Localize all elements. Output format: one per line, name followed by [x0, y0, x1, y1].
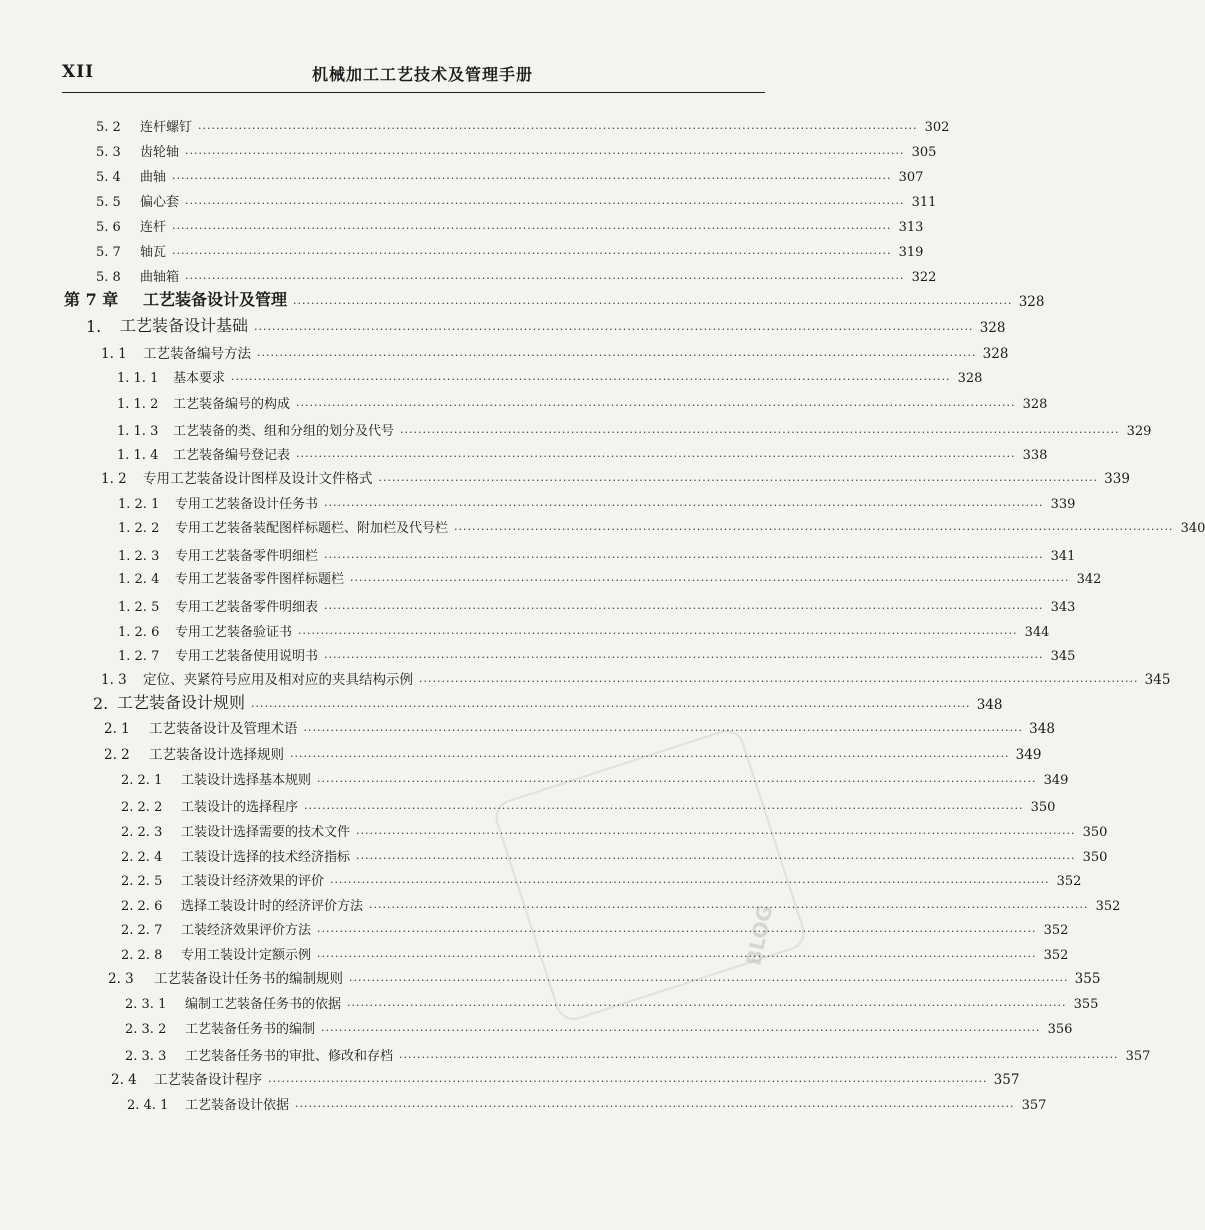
toc-entry	[127, 1091, 1047, 1113]
toc-entry-page: 352	[1095, 899, 1121, 914]
toc-entry	[101, 340, 1009, 362]
toc-leader-dots: ································································································································································	[293, 297, 1013, 310]
toc-entry-page: 357	[1125, 1049, 1151, 1064]
toc-entry	[96, 188, 937, 210]
toc-entry-page: 349	[1043, 773, 1069, 788]
toc-entry-number: 1. 1. 2	[117, 397, 159, 412]
toc-leader-dots: ································································································································································	[198, 122, 918, 135]
toc-entry-title: 工装设计经济效果的评价	[181, 874, 325, 889]
toc-leader-dots: ································································································································································	[296, 450, 1016, 463]
toc-leader-dots: ································································································································································	[254, 323, 974, 336]
toc-entry-title: 工艺装备设计选择规则	[149, 747, 284, 763]
toc-entry-page: 329	[1126, 424, 1152, 439]
toc-entry-number: 2. 3. 1	[125, 997, 167, 1012]
toc-entry-title: 专用工艺装备零件图样标题栏	[175, 572, 345, 587]
toc-leader-dots: ································································································································································	[317, 775, 1037, 788]
toc-leader-dots: ································································································································································	[304, 802, 1024, 815]
toc-entry	[108, 965, 1101, 987]
toc-entry	[96, 263, 937, 285]
toc-entry-number: 2. 4. 1	[127, 1098, 169, 1113]
toc-entry-page: 352	[1043, 948, 1069, 963]
toc-entry-page: 357	[993, 1072, 1020, 1088]
toc-entry-number: 1. 1. 3	[117, 424, 159, 439]
toc-entry-title: 编制工艺装备任务书的依据	[185, 997, 342, 1012]
toc-entry	[121, 916, 1069, 938]
toc-entry-number: 1. 2. 7	[118, 649, 160, 664]
toc-entry-title: 工装设计选择需要的技术文件	[181, 825, 351, 840]
toc-entry-page: 313	[898, 220, 924, 235]
toc-leader-dots: ································································································································································	[356, 852, 1076, 865]
toc-entry-number: 2.	[93, 694, 109, 713]
toc-leader-dots: ································································································································································	[324, 499, 1044, 512]
toc-entry	[96, 213, 924, 235]
toc-entry-page: 350	[1082, 850, 1108, 865]
toc-leader-dots: ································································································································································	[369, 901, 1089, 914]
toc-entry-title: 曲轴	[140, 170, 167, 185]
toc-entry	[117, 441, 1048, 463]
toc-entry-number: 5. 7	[96, 245, 121, 260]
toc-entry-page: 345	[1050, 649, 1076, 664]
toc-entry-number: 2. 4	[111, 1072, 137, 1088]
toc-entry-page: 328	[982, 346, 1009, 362]
toc-leader-dots: ································································································································································	[185, 197, 905, 210]
toc-entry-title: 工艺装备设计规则	[117, 693, 246, 712]
toc-entry	[104, 741, 1042, 763]
toc-entry	[117, 364, 983, 386]
toc-entry-title: 工艺装备设计程序	[154, 1072, 262, 1088]
toc-entry-page: 339	[1050, 497, 1076, 512]
toc-leader-dots: ································································································································································	[257, 349, 977, 362]
toc-leader-dots: ································································································································································	[172, 247, 892, 260]
toc-entry-page: 328	[957, 371, 983, 386]
toc-entry-page: 352	[1056, 874, 1082, 889]
toc-entry	[96, 238, 924, 260]
toc-entry-page: 348	[976, 697, 1003, 713]
toc-entry-title: 工艺装备编号登记表	[173, 448, 291, 463]
toc-entry-page: 340	[1180, 521, 1205, 536]
toc-entry	[118, 490, 1076, 512]
toc-entry-title: 工艺装备设计任务书的编制规则	[154, 971, 343, 987]
header-rule	[62, 92, 765, 93]
toc-entry	[118, 514, 1205, 536]
toc-entry-number: 2. 2. 2	[121, 800, 163, 815]
toc-leader-dots: ································································································································································	[330, 876, 1050, 889]
toc-entry-page: 355	[1073, 997, 1099, 1012]
toc-entry-page: 328	[1018, 294, 1045, 310]
toc-entry	[118, 542, 1076, 564]
toc-entry-number: 2. 2. 3	[121, 825, 163, 840]
toc-leader-dots: ································································································································································	[321, 1024, 1041, 1037]
toc-entry-title: 工艺装备编号方法	[143, 346, 251, 362]
toc-entry	[118, 618, 1050, 640]
toc-entry-number: 1. 2. 5	[118, 600, 160, 615]
toc-entry-title: 工艺装备设计及管理	[143, 290, 288, 309]
toc-entry-page: 328	[979, 320, 1006, 336]
toc-entry-title: 曲轴箱	[140, 270, 180, 285]
toc-entry	[118, 593, 1076, 615]
toc-entry-number: 1. 2. 6	[118, 625, 160, 640]
toc-leader-dots: ································································································································································	[185, 147, 905, 160]
toc-entry-number: 5. 2	[96, 120, 121, 135]
toc-entry-page: 328	[1022, 397, 1048, 412]
toc-entry-title: 定位、夹紧符号应用及相对应的夹具结构示例	[143, 672, 413, 688]
toc-entry-page: 344	[1024, 625, 1050, 640]
toc-entry-title: 轴瓦	[140, 245, 167, 260]
toc-entry-number: 2. 2. 4	[121, 850, 163, 865]
toc-entry-page: 348	[1029, 721, 1055, 737]
toc-entry	[111, 1066, 1020, 1088]
toc-leader-dots: ································································································································································	[172, 222, 892, 235]
toc-leader-dots: ································································································································································	[317, 950, 1037, 963]
toc-leader-dots: ································································································································································	[251, 700, 971, 713]
toc-entry	[96, 113, 950, 135]
toc-entry-number: 1.	[86, 317, 102, 336]
toc-entry-page: 302	[924, 120, 950, 135]
toc-leader-dots: ································································································································································	[356, 827, 1076, 840]
toc-entry-title: 选择工装设计时的经济评价方法	[181, 899, 364, 914]
toc-leader-dots: ································································································································································	[454, 523, 1174, 536]
toc-entry-title: 专用工艺装备装配图样标题栏、附加栏及代号栏	[175, 521, 449, 536]
toc-entry-number: 1. 3	[101, 672, 127, 688]
toc-entry-number: 1. 1. 1	[117, 371, 159, 386]
toc-leader-dots: ································································································································································	[324, 551, 1044, 564]
toc-entry	[118, 642, 1076, 664]
toc-entry-number: 1. 2. 3	[118, 549, 160, 564]
toc-entry-page: 305	[911, 145, 937, 160]
toc-entry-number: 2. 3. 3	[125, 1049, 167, 1064]
toc-entry-title: 连杆	[140, 220, 167, 235]
toc-entry-page: 356	[1047, 1022, 1073, 1037]
page-number-roman: XII	[62, 62, 95, 82]
toc-entry-title: 专用工艺装备零件明细栏	[175, 549, 319, 564]
toc-entry	[96, 138, 937, 160]
toc-entry-number: 2. 2. 6	[121, 899, 163, 914]
toc-leader-dots: ································································································································································	[295, 1100, 1015, 1113]
toc-entry-number: 2. 3. 2	[125, 1022, 167, 1037]
toc-entry	[121, 892, 1121, 914]
toc-entry-number: 1. 1	[101, 346, 127, 362]
toc-leader-dots: ································································································································································	[185, 272, 905, 285]
toc-leader-dots: ································································································································································	[400, 426, 1120, 439]
toc-entry	[121, 867, 1082, 889]
toc-entry-number: 1. 2. 1	[118, 497, 160, 512]
toc-entry-number: 1. 2	[101, 471, 127, 487]
toc-entry-number: 5. 3	[96, 145, 121, 160]
toc-leader-dots: ································································································································································	[231, 373, 951, 386]
toc-entry	[125, 1042, 1151, 1064]
toc-entry-number: 2. 2. 1	[121, 773, 163, 788]
toc-entry-number: 5. 8	[96, 270, 121, 285]
toc-entry	[125, 1015, 1073, 1037]
toc-entry	[125, 990, 1099, 1012]
toc-entry	[121, 818, 1108, 840]
toc-entry-title: 偏心套	[140, 195, 180, 210]
toc-leader-dots: ································································································································································	[350, 574, 1070, 587]
toc-entry	[96, 163, 924, 185]
toc-entry-page: 307	[898, 170, 924, 185]
toc-entry-title: 齿轮轴	[140, 145, 180, 160]
toc-entry-number: 2. 2. 5	[121, 874, 163, 889]
toc-entry-page: 339	[1104, 471, 1130, 487]
toc-entry-title: 专用工艺装备设计图样及设计文件格式	[143, 471, 373, 487]
toc-entry	[86, 314, 1006, 336]
toc-entry-number: 2. 2	[104, 747, 130, 763]
toc-entry-number: 5. 5	[96, 195, 121, 210]
toc-leader-dots: ································································································································································	[296, 399, 1016, 412]
toc-leader-dots: ································································································································································	[324, 602, 1044, 615]
book-title: 机械加工工艺技术及管理手册	[311, 65, 533, 84]
toc-leader-dots: ································································································································································	[317, 925, 1037, 938]
toc-leader-dots: ································································································································································	[324, 651, 1044, 664]
toc-leader-dots: ································································································································································	[347, 999, 1067, 1012]
toc-entry-page: 350	[1030, 800, 1056, 815]
toc-entry	[121, 843, 1108, 865]
toc-entry-title: 工艺装备的类、组和分组的划分及代号	[173, 424, 395, 439]
toc-entry-page: 350	[1082, 825, 1108, 840]
toc-leader-dots: ································································································································································	[419, 675, 1139, 688]
toc-entry	[93, 691, 1003, 713]
toc-entry	[118, 565, 1102, 587]
toc-leader-dots: ································································································································································	[290, 750, 1010, 763]
toc-entry-title: 工装设计选择的技术经济指标	[181, 850, 351, 865]
toc-entry-page: 349	[1015, 747, 1042, 763]
toc-entry	[121, 766, 1069, 788]
toc-leader-dots: ································································································································································	[268, 1075, 988, 1088]
toc-entry-number: 1. 2. 4	[118, 572, 160, 587]
watermark-text: BLOG	[741, 902, 778, 968]
toc-entry-page: 355	[1074, 971, 1101, 987]
toc-entry-page: 357	[1021, 1098, 1047, 1113]
toc-entry-title: 工艺装备设计基础	[120, 316, 249, 335]
toc-entry-title: 专用工艺装备验证书	[175, 625, 293, 640]
toc-entry-title: 专用工艺装备零件明细表	[175, 600, 319, 615]
toc-entry	[117, 390, 1048, 412]
toc-entry	[121, 793, 1056, 815]
toc-leader-dots: ································································································································································	[298, 627, 1018, 640]
toc-entry-number: 2. 2. 7	[121, 923, 163, 938]
toc-entry-title: 专用工艺装备设计任务书	[175, 497, 319, 512]
toc-leader-dots: ································································································································································	[172, 172, 892, 185]
toc-entry-title: 专用工装设计定额示例	[181, 948, 312, 963]
toc-entry-number: 5. 4	[96, 170, 121, 185]
toc-entry-page: 352	[1043, 923, 1069, 938]
toc-leader-dots: ································································································································································	[399, 1051, 1119, 1064]
toc-entry-number: 2. 1	[104, 721, 130, 737]
toc-entry-title: 工艺装备设计及管理术语	[149, 721, 298, 737]
toc-entry-title: 工装设计选择基本规则	[181, 773, 312, 788]
toc-entry-number: 1. 1. 4	[117, 448, 159, 463]
toc-entry-page: 322	[911, 270, 937, 285]
toc-entry-title: 工装经济效果评价方法	[181, 923, 312, 938]
toc-leader-dots: ································································································································································	[303, 724, 1023, 737]
toc-entry-title: 工艺装备编号的构成	[173, 397, 291, 412]
toc-entry	[104, 715, 1055, 737]
toc-entry-number: 第 7 章	[64, 290, 119, 309]
toc-entry	[64, 288, 1045, 310]
toc-entry-page: 345	[1144, 672, 1171, 688]
toc-entry-page: 343	[1050, 600, 1076, 615]
toc-entry	[117, 417, 1152, 439]
toc-entry	[101, 465, 1130, 487]
toc-entry-title: 工艺装备设计依据	[185, 1098, 290, 1113]
toc-entry-page: 311	[911, 195, 937, 210]
toc-entry-page: 342	[1076, 572, 1102, 587]
toc-entry-title: 专用工艺装备使用说明书	[175, 649, 319, 664]
toc-entry-number: 5. 6	[96, 220, 121, 235]
toc-entry-number: 1. 2. 2	[118, 521, 160, 536]
toc-entry-title: 连杆螺钉	[140, 120, 193, 135]
toc-leader-dots: ································································································································································	[378, 474, 1098, 487]
toc-entry-title: 工艺装备任务书的审批、修改和存档	[185, 1049, 394, 1064]
toc-leader-dots: ································································································································································	[349, 974, 1069, 987]
toc-entry-title: 工艺装备任务书的编制	[185, 1022, 316, 1037]
toc-entry	[101, 666, 1171, 688]
toc-entry-title: 基本要求	[173, 371, 226, 386]
toc-entry-title: 工装设计的选择程序	[181, 800, 299, 815]
toc-entry	[121, 941, 1069, 963]
toc-entry-page: 338	[1022, 448, 1048, 463]
toc-entry-number: 2. 3	[108, 971, 134, 987]
toc-entry-page: 341	[1050, 549, 1076, 564]
toc-entry-page: 319	[898, 245, 924, 260]
toc-entry-number: 2. 2. 8	[121, 948, 163, 963]
